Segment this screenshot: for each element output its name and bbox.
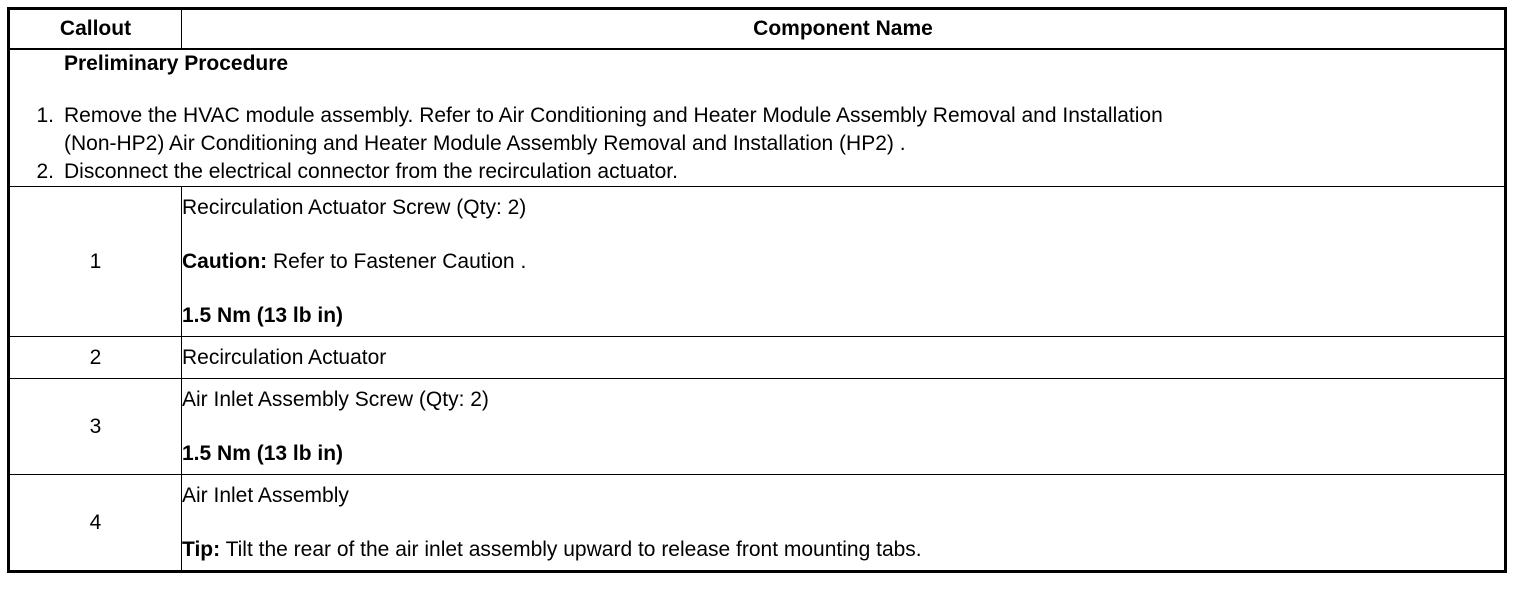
preliminary-procedure-title: Preliminary Procedure (64, 52, 289, 75)
callout-number: 2 (9, 337, 182, 379)
component-cell (182, 337, 1506, 379)
caution-text: Refer to Fastener Caution . (267, 249, 527, 273)
tip-label: Tip: (182, 537, 221, 561)
table-row (9, 379, 1506, 475)
caution-note (182, 248, 1504, 276)
callout-number: 3 (9, 379, 182, 475)
preliminary-steps-list (10, 102, 1504, 186)
step-text-line: Remove the HVAC module assembly. Refer to Air Conditioning and Heater Module Assembly Removal and Installation (64, 104, 1163, 127)
component-name: Recirculation Actuator Screw (Qty: 2) (182, 195, 527, 219)
caution-label: Caution: (182, 249, 268, 273)
step-text (64, 102, 1163, 158)
preliminary-step (10, 102, 1504, 158)
table-row (9, 337, 1506, 379)
step-text-line: (Non-HP2) Air Conditioning and Heater Module Assembly Removal and Installation (HP2) . (64, 132, 906, 155)
callout-number: 1 (9, 187, 182, 337)
preliminary-procedure-row (9, 49, 1506, 187)
component-name: Recirculation Actuator (182, 345, 387, 369)
component-name-column-header: Component Name (182, 9, 1506, 50)
component-name: Air Inlet Assembly Screw (Qty: 2) (182, 387, 489, 411)
procedure-table (7, 7, 1507, 573)
preliminary-step (10, 158, 1504, 186)
preliminary-procedure-cell (9, 49, 1506, 187)
table-row (9, 475, 1506, 572)
component-cell (182, 379, 1506, 475)
step-number: 1. (36, 104, 54, 127)
table-row (9, 187, 1506, 337)
tip-text: Tilt the rear of the air inlet assembly upward to release front mounting tabs. (220, 537, 922, 561)
table-header-row (9, 9, 1506, 50)
component-cell (182, 187, 1506, 337)
component-name: Air Inlet Assembly (182, 483, 349, 507)
torque-spec: 1.5 Nm (13 lb in) (182, 303, 344, 327)
step-text: Disconnect the electrical connector from the recirculation actuator. (64, 160, 678, 183)
torque-spec: 1.5 Nm (13 lb in) (182, 441, 344, 465)
component-cell (182, 475, 1506, 572)
callout-number: 4 (9, 475, 182, 572)
step-number: 2. (36, 160, 54, 183)
callout-column-header: Callout (9, 9, 182, 50)
tip-note (182, 536, 1504, 564)
